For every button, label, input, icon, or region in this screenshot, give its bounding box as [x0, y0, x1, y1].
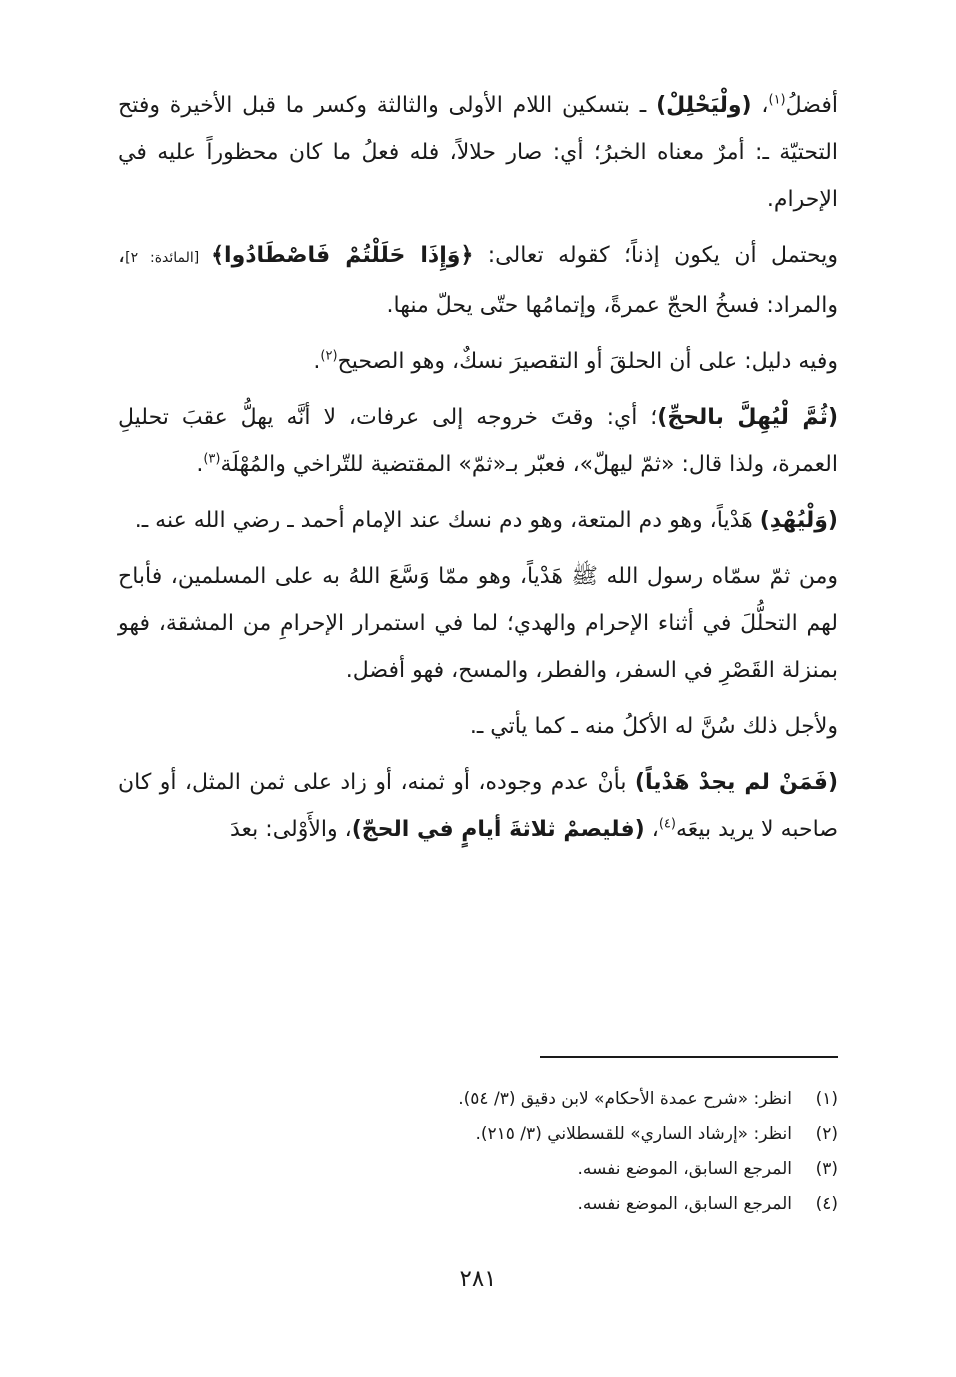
footnote-text: انظر: «شرح عمدة الأحكام» لابن دقيق (٣/ ٥٤).	[458, 1089, 792, 1109]
footnote-number: (٤)	[815, 1194, 838, 1214]
page-number: ٢٨١	[459, 1266, 497, 1292]
footnote-marker: (٤)	[658, 816, 676, 832]
text-segment: هَدْياً، وهو دم المتعة، وهو دم نسك عند الإمام أحمد ـ رضي الله عنه ـ.	[134, 508, 760, 533]
paragraph	[118, 232, 838, 329]
footnote-number: (١)	[815, 1089, 838, 1109]
paragraph	[118, 759, 838, 853]
paragraph	[118, 394, 838, 488]
matn-quote: (وَلْيُهْدِ)	[759, 508, 838, 533]
footnote	[118, 1187, 838, 1222]
paragraph	[118, 553, 838, 694]
text-segment: ،	[751, 93, 769, 118]
text-segment: ويحتمل أن يكون إذناً؛ كقوله تعالى:	[473, 243, 838, 268]
verse-reference: [المائدة: ٢]	[125, 250, 212, 266]
footnote-text: المرجع السابق، الموضع نفسه.	[577, 1159, 792, 1179]
footnote-text: المرجع السابق، الموضع نفسه.	[577, 1194, 792, 1214]
text-segment: وفيه دليل: على أن الحلقَ أو التقصيرَ نسكٌ، وهو الصحيح	[337, 349, 838, 374]
text-segment: .	[313, 349, 321, 374]
paragraph	[118, 703, 838, 750]
quran-verse: ﴿وَإِذَا حَلَلْتُمْ فَاصْطَادُوا﴾	[211, 243, 474, 268]
footnote	[118, 1082, 838, 1117]
text-segment: ، والأَوْلى: بعدَ	[230, 817, 352, 842]
matn-quote: (ولْيَحْلِلْ)	[656, 93, 752, 118]
paragraph	[118, 82, 838, 223]
footnote-number: (٢)	[815, 1124, 838, 1144]
text-segment: ومن ثمّ سمّاه رسول الله ﷺ هَدْياً، وهو ممّا وَسَّعَ اللهُ به على المسلمين، فأباح لهم التحلُّلَ في أثناء الإحرام والهدي؛ لما في استمرار الإحرامِ من المشقة، فهو بمنزلة القَصْرِ في السفر، والفطر، والمسح، فهو أفضل.	[118, 564, 838, 683]
footnote-marker: (١)	[768, 92, 786, 108]
text-segment: أفضلُ	[785, 93, 838, 118]
text-segment: ، والمراد: فسخُ الحجّ عمرةً، وإتمامُها حتّى يحلّ منها.	[118, 243, 838, 318]
footnote-number: (٣)	[815, 1159, 838, 1179]
footnote	[118, 1117, 838, 1152]
footnotes	[118, 1082, 838, 1222]
text-segment: ولأجل ذلك سُنَّ له الأكلُ منه ـ كما يأتي ـ.	[469, 714, 838, 739]
matn-quote: (فليصمْ ثلاثةَ أيامٍ في الحجّ)	[351, 817, 645, 842]
main-text	[118, 82, 838, 862]
text-segment: ؛ أي: وقتَ خروجه إلى عرفات، لا أنَّه يهلُّ عقبَ تحليلِ العمرة، ولذا قال: «ثمّ ليهلّ»، فعبّر بـ«ثمّ» المقتضية للتّراخي والمُهْلَة	[118, 405, 838, 477]
text-segment: ـ بتسكين اللام الأولى والثالثة وكسر ما قبل الأخيرة وفتح التحتيّة ـ: أمرٌ معناه الخبرُ؛ أي: صار حلالاً، فله فعلُ ما كان محظوراً عليه في الإحرام.	[118, 93, 838, 212]
paragraph	[118, 338, 838, 385]
footnote	[118, 1152, 838, 1187]
text-segment: .	[196, 452, 204, 477]
footnote-marker: (٣)	[203, 451, 221, 467]
footnote-text: انظر: «إرشاد الساري» للقسطلاني (٣/ ٢١٥).	[475, 1124, 792, 1144]
matn-quote: (فَمَنْ لم يجدْ هَدْياً)	[634, 770, 839, 795]
matn-quote: (ثُمَّ لْيُهِلَّ بالحجِّ)	[657, 405, 838, 430]
paragraph	[118, 497, 838, 544]
text-segment: ،	[644, 817, 659, 842]
footnote-divider	[540, 1056, 838, 1058]
text-segment: بأنْ عدم وجوده، أو ثمنه، أو زاد على ثمن المثل، أو كان صاحبه لا يريد بيعَه	[118, 770, 838, 842]
footnote-marker: (٢)	[320, 348, 338, 364]
